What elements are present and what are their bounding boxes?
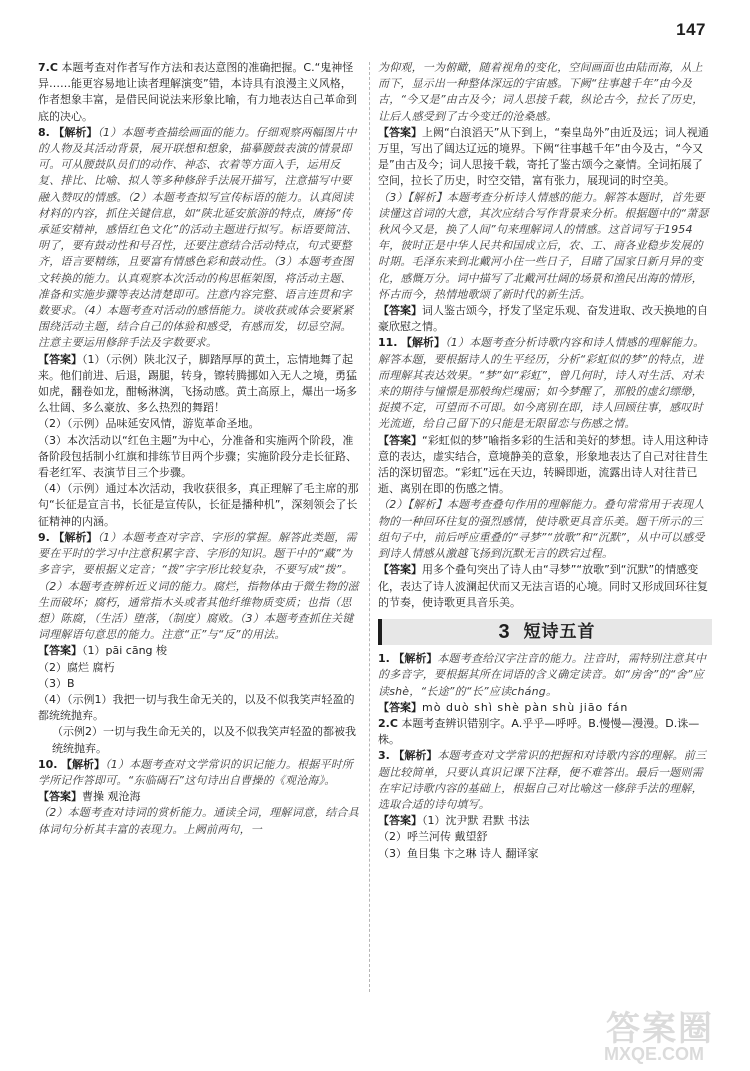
answer-paragraph xyxy=(38,433,360,482)
paragraph-text: 曹操 观沧海 xyxy=(82,790,141,804)
question-number: 9. xyxy=(38,530,50,544)
answer-paragraph xyxy=(378,125,712,190)
answer-paragraph xyxy=(378,433,712,498)
paragraph-text: （2）腐烂 腐朽 xyxy=(38,660,115,674)
section-tag: 【解析】 xyxy=(401,336,445,350)
answer-paragraph xyxy=(38,481,360,530)
section-tag: 【答案】 xyxy=(38,790,82,804)
answer-paragraph xyxy=(378,846,712,862)
paragraph-text: （1）本题考查对字音、字形的掌握。解答此类题，需要在平时的学习中注意积累字音、字形的知识。题干中的“藏”为多音字，要根据义定音；“拨”字字形比较复杂，不要写成“拨”。（2）本题考查辨析近义词的能力。腐烂，指物体由于微生物的滋生而破坏；腐朽，通常指木头或者其他纤维物质变质；也指（思想）陈腐，（生活）堕落，（制度）腐败。（3）本题考查抓住关键词理解语句意思的能力。注意“正”与“反”的用法。 xyxy=(38,530,359,642)
section-tag: 【解析】 xyxy=(61,757,105,771)
answer-paragraph xyxy=(378,813,712,829)
answer-paragraph xyxy=(378,190,712,303)
question-number: 11. xyxy=(378,336,398,350)
paragraph-text: 用多个叠句突出了诗人由“寻梦”“放歌”到“沉默”的情感变化，表达了诗人波澜起伏而又无法言语的心境。同时又形成回环往复的节奏，使诗歌更具音乐美。 xyxy=(378,563,708,609)
section-tag: 【答案】 xyxy=(378,563,422,577)
answer-paragraph xyxy=(378,303,712,335)
section-tag: 【解析】 xyxy=(393,749,438,763)
paragraph-text: （示例2）一切与我生命无关的，以及不似我笑声轻盈的都被我统统抛弃。 xyxy=(52,725,356,755)
answer-paragraph xyxy=(38,643,360,659)
section-tag: 【答案】 xyxy=(38,352,82,366)
section-tag: 【答案】 xyxy=(378,304,422,318)
paragraph-text: 本题考查给汉字注音的能力。注音时，需特别注意其中的多音字，要根据其所在词语的含义确定读音。如“房舍”的“舍”应读shè，“长途”的“长”应读cháng。 xyxy=(378,652,707,698)
answer-paragraph xyxy=(38,660,360,676)
answer-paragraph xyxy=(378,700,712,716)
answer-paragraph xyxy=(378,60,712,125)
paragraph-text: （4）（示例）通过本次活动，我收获很多，真正理解了毛主席的那句“长征是宣言书，长征是宣传队，长征是播种机”，深刻领会了长征精神的内涵。 xyxy=(38,482,359,528)
question-number: 7.C xyxy=(38,61,58,74)
paragraph-text: 为仰观，一为俯瞰，随着视角的变化，空间画面也由陆而海，从上而下，显示出一种整体深远的宇宙感。下阙“往事越千年”由今及古，“今又是”由古及今；词人思接千载，纵论古今，拉长了历史，让后人感受到了古今变迁的沧桑感。 xyxy=(378,61,704,123)
section-title: 短诗五首 xyxy=(523,621,596,642)
answer-paragraph xyxy=(378,497,712,562)
answer-paragraph xyxy=(38,676,360,692)
paragraph-text: （2）呼兰河传 戴望舒 xyxy=(378,830,488,844)
paragraph-text: 词人鉴古颂今，抒发了坚定乐观、奋发进取、改天换地的自豪欣慰之情。 xyxy=(378,304,708,334)
answer-paragraph xyxy=(38,416,360,432)
question-number: 1. xyxy=(378,652,390,666)
watermark-logo xyxy=(600,1001,740,1065)
section-tag: 【答案】 xyxy=(378,125,422,139)
question-number: 8. xyxy=(38,125,50,139)
paragraph-text: （2）（示例）品味延安风情，游览革命圣地。 xyxy=(38,417,260,431)
paragraph-text: （1）本题考查分析诗歌内容和诗人情感的理解能力。解答本题，要根据诗人的生平经历，分析“彩虹似的梦”的特点，进而理解其表达效果。“梦”如“彩虹”，曾几何时，诗人对生活、对未来的期待与憧憬是那般绚烂瑰丽；如今梦醒了，那般的虚幻缥缈，捉摸不定，可望而不可即。如今离别在即，诗人回顾往事，感叹时光流逝，给自己留下的只能是无限留恋与伤感之情。 xyxy=(378,336,705,431)
answer-paragraph xyxy=(38,352,360,417)
question-number: 2.C xyxy=(378,716,398,730)
page-number: 147 xyxy=(676,20,706,39)
watermark-text: 答案圈 xyxy=(606,1009,714,1049)
paragraph-text: 上阙“白浪滔天”从下到上，“秦皇岛外”由近及远；词人视通万里，写出了阔达辽远的境界。下阙“往事越千年”由今及古，“今又是”由古及今；词人思接千载，寄托了鉴古颂今之豪情。全词拓展了空间，拉长了历史，时空交错，富有张力，展现词的时空美。 xyxy=(378,125,709,188)
answer-paragraph xyxy=(38,692,360,724)
paragraph-text: （3）本次活动以“红色主题”为中心，分准备和实施两个阶段，准备阶段包括制小红旗和排练节目两个步骤；实施阶段分走长征路、看老红军、表演节目三个步骤。 xyxy=(38,433,357,480)
paragraph-text: “彩虹似的梦”喻指多彩的生活和美好的梦想。诗人用这种诗意的表达，虚实结合，意境静美的意象，形象地表达了自己对往昔生活的深切留恋。“彩虹”远在天边，转瞬即逝，流露出诗人对往昔已逝、离别在即的伤感之情。 xyxy=(378,433,709,496)
section-tag: 【答案】 xyxy=(378,433,422,447)
paragraph-text: （3）鱼目集 卞之琳 诗人 翻译家 xyxy=(378,846,539,860)
paragraph-text: （1）pāi cāng 梭 xyxy=(82,644,168,658)
paragraph-text: （3）【解析】本题考查分析诗人情感的能力。解答本题时，首先要读懂这首词的大意，其次应结合写作背景来分析。根据题中的“萧瑟秋风今又是，换了人间”句来理解词人的情感。这首词写于1954年，彼时正是中华人民共和国成立后，农、工、商各业稳步发展的时期。毛泽东来到北戴河小住一些日子，目睹了国家日新月异的变化，感慨万分。词中描写了北戴河壮阔的场景和渔民出海的情形，怀古而今，热情地歌颂了新时代的新生活。 xyxy=(378,190,709,301)
answer-paragraph xyxy=(38,805,360,837)
answer-paragraph xyxy=(378,748,712,813)
watermark-url: MXQE.COM xyxy=(604,1044,705,1064)
paragraph-text: （2）本题考查对诗词的赏析能力。通读全词，理解词意，结合具体词句分析其丰富的表现力。上阙前两句，一 xyxy=(38,806,359,836)
paragraph-text: （3）B xyxy=(38,676,75,690)
answer-paragraph xyxy=(378,335,712,432)
paragraph-text: 本题考查辨识错别字。A.乎乎—呼呼。B.慢慢—漫漫。D.诛—株。 xyxy=(378,716,700,747)
paragraph-text: （2）【解析】本题考查叠句作用的理解能力。叠句常常用于表现人物的一种回环往复的强烈感情，使诗歌更具音乐美。题干所示的三组句子中，前后呼应重叠的“寻梦”“放歌”和“沉默”，从中可以感受到诗人情感从激越飞扬到沉默无言的跌宕过程。 xyxy=(378,498,705,561)
answer-paragraph xyxy=(378,829,712,845)
paragraph-text: （1）（示例）陕北汉子，脚踏厚厚的黄土，忘情地舞了起来。他们前进、后退，踢腿，转身，镲转腾挪如入无人之境，勇猛如虎，翻卷如龙，酣畅淋漓，飞扬动感。黄土高原上，爆出一场多么壮阔、多么豪放、多么热烈的舞蹈！ xyxy=(38,352,357,415)
paragraph-text: （1）本题考查描绘画面的能力。仔细观察两幅图片中的人物及其活动背景，展开联想和想象，描摹腰鼓表演的情景即可。可从腰鼓队员们的动作、神态、衣着等方面入手，运用反复、排比、比喻、拟人等多种修辞手法展开描写，注意描写中要融入赞叹的情感。（2）本题考查拟写宣传标语的能力。认真阅读材料的内容，抓住关键信息，如“陕北延安旅游的特点，赓扬“传承延安精神，感悟红色文化”的活动主题进行拟写。标语要简洁、明了，要有鼓动性和号召性，还要注意结合活动特点，句式要整齐，语言要精练，且要富有情感色彩和鼓动性。（3）本题考查图文转换的能力。认真观察本次活动的构思框架图，将活动主题、准备和实施步骤等表达清楚即可。注意内容完整、语言连贯和字数要求。（4）本题考查对活动的感悟能力。谈收获或体会要紧紧围绕活动主题，结合自己的体验和感受，有感而发，切忌空洞。注意主要运用修辞手法及字数要求。 xyxy=(38,125,358,350)
answer-paragraph xyxy=(378,651,712,700)
section-tag: 【解析】 xyxy=(393,652,438,666)
right-column xyxy=(378,60,712,1050)
answer-paragraph xyxy=(378,716,712,748)
section-tag: 【答案】 xyxy=(378,700,422,714)
answer-paragraph xyxy=(38,530,360,643)
paragraph-text: （1）本题考查对文学常识的识记能力。根据平时所学所记作答即可。“东临碣石”这句诗出自曹操的《观沧海》。 xyxy=(38,757,354,787)
paragraph-text: 本题考查对作者写作方法和表达意图的准确把握。C.“鬼神怪异……能更容易地让读者理解演变”错，本诗具有浪漫主义风格，作者想象丰富，是借民间说法来形象比喻，有力地表达自己革命到底的决心。 xyxy=(38,61,357,123)
question-number: 10. xyxy=(38,757,58,771)
column-divider xyxy=(369,62,370,992)
answer-paragraph xyxy=(38,789,360,805)
left-column xyxy=(38,60,360,1050)
answer-paragraph xyxy=(378,562,712,611)
paragraph-text: （4）（示例1）我把一切与我生命无关的，以及不似我笑声轻盈的都统统抛弃。 xyxy=(38,692,355,723)
section-tag: 【解析】 xyxy=(53,530,98,544)
answer-paragraph xyxy=(38,724,360,756)
section-title-bar xyxy=(378,619,712,645)
section-tag: 【答案】 xyxy=(38,644,82,658)
section-tag: 【答案】 xyxy=(378,814,422,828)
paragraph-text: （1）沈尹默 君默 书法 xyxy=(422,814,530,828)
section-number: 3 xyxy=(498,620,510,643)
paragraph-text: 本题考查对文学常识的把握和对诗歌内容的理解。前三题比较简单，只要认真识记课下注释，便不难答出。最后一题则需在牢记诗歌内容的基础上，根据自己对比喻这一修辞手法的理解，选取合适的诗句填写。 xyxy=(378,749,707,811)
answer-paragraph xyxy=(38,757,360,789)
paragraph-text: mò duò shì shè pàn shù jiāo fán xyxy=(422,700,629,714)
answer-paragraph xyxy=(38,60,360,125)
answer-paragraph xyxy=(38,125,360,352)
section-tag: 【解析】 xyxy=(53,125,98,139)
question-number: 3. xyxy=(378,749,390,763)
